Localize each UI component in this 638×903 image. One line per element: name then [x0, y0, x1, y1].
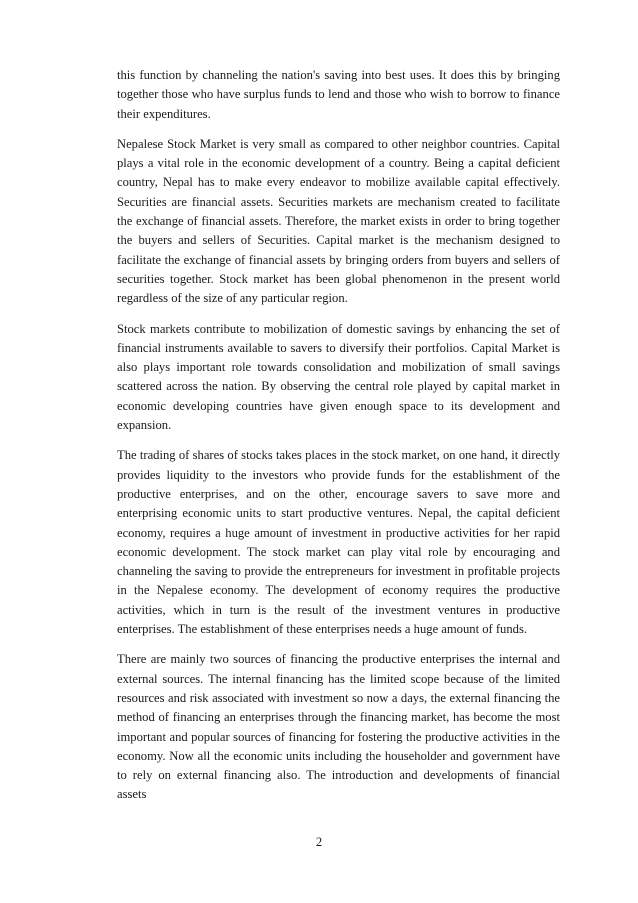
paragraph-2: Nepalese Stock Market is very small as compared to other neighbor countries. Capital plays a vital role in the economic development of a country. Being a capital deficient country, Nepal has to make every endeavor to mobilize available capital effectively. Securities are financial assets. Securities markets are mechanism created to facilitate the exchange of financial assets. Therefore, the market exists in order to bring together the buyers and sellers of Securities. Capital market is the mechanism designed to facilitate the exchange of financial assets by bringing orders from buyers and sellers of securities together. Stock market has been global phenomenon in the present world regardless of the size of any particular region.: [117, 136, 560, 306]
page-number: 2: [315, 835, 323, 849]
body-text: [117, 66, 560, 816]
paragraph-1: this function by channeling the nation's saving into best uses. It does this by bringing together those who have surplus funds to lend and those who wish to borrow to finance their expenditures.: [117, 68, 560, 121]
paragraph-3: Stock markets contribute to mobilization of domestic savings by enhancing the set of financial instruments available to savers to diversify their portfolios. Capital Market is also plays important role towards consolidation and mobilization of small savings scattered across the nation. By observing the central role played by capital market in economic developing countries have given enough space to its development and expansion.: [117, 321, 560, 433]
paragraph-4: The trading of shares of stocks takes places in the stock market, on one hand, it directly provides liquidity to the investors who provide funds for the establishment of the productive enterprises, and on the other, encourage savers to save more and enterprising economic units to start productive ventures. Nepal, the capital deficient economy, requires a huge amount of investment in productive activities for her rapid economic development. The stock market can play vital role by encouraging and channeling the saving to provide the entrepreneurs for investment in profitable projects in the Nepalese economy. The development of economy requires the productive activities, which in turn is the result of the investment ventures in productive enterprises. The establishment of these enterprises needs a huge amount of funds.: [117, 448, 560, 637]
paragraph-5: There are mainly two sources of financing the productive enterprises the internal and external sources. The internal financing has the limited scope because of the limited resources and risk associated with investment so now a days, the external financing the method of financing an enterprises through the financing market, has become the most important and popular sources of financing for fostering the productive activities in the economy. Now all the economic units including the householder and government have to rely on external financing also. The introduction and developments of financial assets: [117, 652, 560, 802]
